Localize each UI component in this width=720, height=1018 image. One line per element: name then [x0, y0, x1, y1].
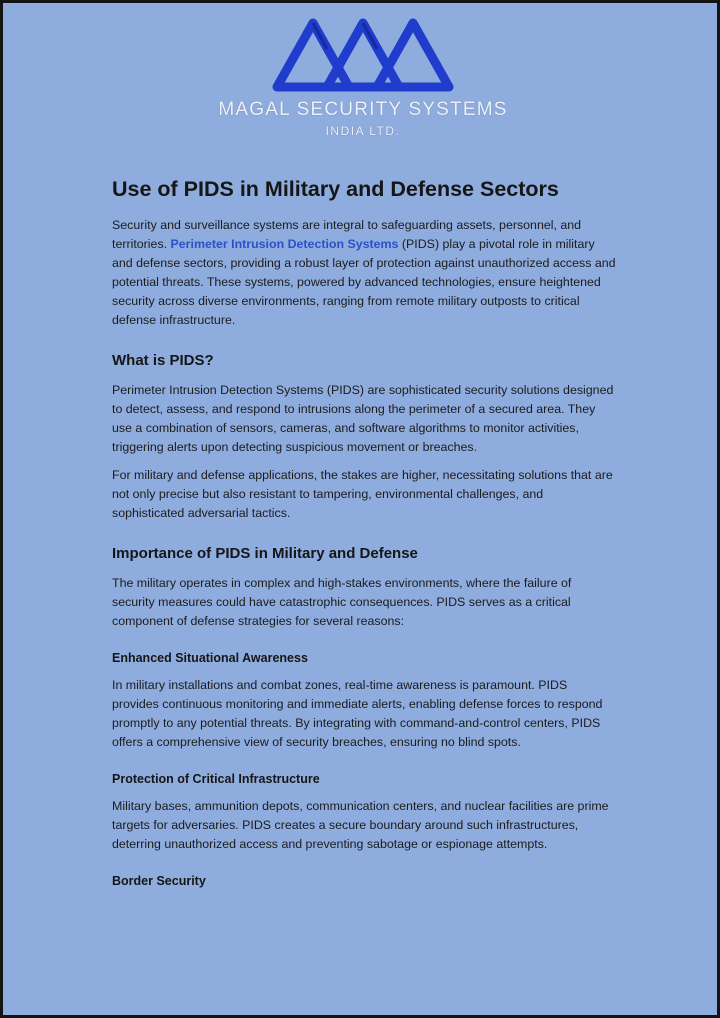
subheading-critical-infrastructure: Protection of Critical Infrastructure — [112, 772, 320, 786]
section-heading-importance: Importance of PIDS in Military and Defense — [112, 545, 418, 562]
subheading-situational-awareness: Enhanced Situational Awareness — [112, 651, 308, 665]
intro-paragraph — [112, 216, 617, 330]
what-is-pids-paragraph-2: For military and defense applications, the stakes are higher, necessitating solutions that are not only precise but also resistant to tampering, environmental challenges, and sophisticated adversarial tactics. — [112, 468, 613, 520]
importance-paragraph: The military operates in complex and high-stakes environments, where the failure of security measures could have catastrophic consequences. PIDS serves as a critical component of defense strategies for several reasons: — [112, 576, 572, 628]
intro-text-after: (PIDS) play a pivotal role in military and defense sectors, providing a robust layer of protection against unauthorized access and potential threats. These systems, powered by advanced technologies, ensure heightened security across diverse environments, ranging from remote military outposts to critical defense infrastructure. — [112, 237, 616, 327]
subheading-border-security: Border Security — [112, 874, 206, 888]
brand-subtitle: INDIA LTD. — [325, 124, 401, 138]
article-body — [112, 177, 617, 899]
section-heading-what-is-pids: What is PIDS? — [112, 352, 214, 369]
intro-text-before: Security and surveillance systems are integral to safeguarding assets, personnel, and territories. — [112, 218, 582, 251]
pids-link[interactable]: Perimeter Intrusion Detection Systems — [170, 237, 399, 251]
situational-awareness-paragraph: In military installations and combat zones, real-time awareness is paramount. PIDS provides continuous monitoring and immediate alerts, enabling defense forces to respond promptly to any potential threats. By integrating with command-and-control centers, PIDS offers a comprehensive view of security breaches, ensuring no blind spots. — [112, 678, 603, 749]
page-title: Use of PIDS in Military and Defense Sectors — [112, 177, 559, 201]
magal-m-logo-icon — [265, 9, 461, 97]
brand-name: MAGAL SECURITY SYSTEMS — [218, 99, 508, 120]
what-is-pids-paragraph-1: Perimeter Intrusion Detection Systems (PIDS) are sophisticated security solutions designed to detect, assess, and respond to intrusions along the perimeter of a secured area. They use a combination of sensors, cameras, and software algorithms to monitor activities, triggering alerts upon detecting suspicious movement or breaches. — [112, 383, 614, 454]
critical-infrastructure-paragraph: Military bases, ammunition depots, communication centers, and nuclear facilities are prime targets for adversaries. PIDS creates a secure boundary around such infrastructures, deterring unauthorized access and preventing sabotage or espionage attempts. — [112, 799, 609, 851]
